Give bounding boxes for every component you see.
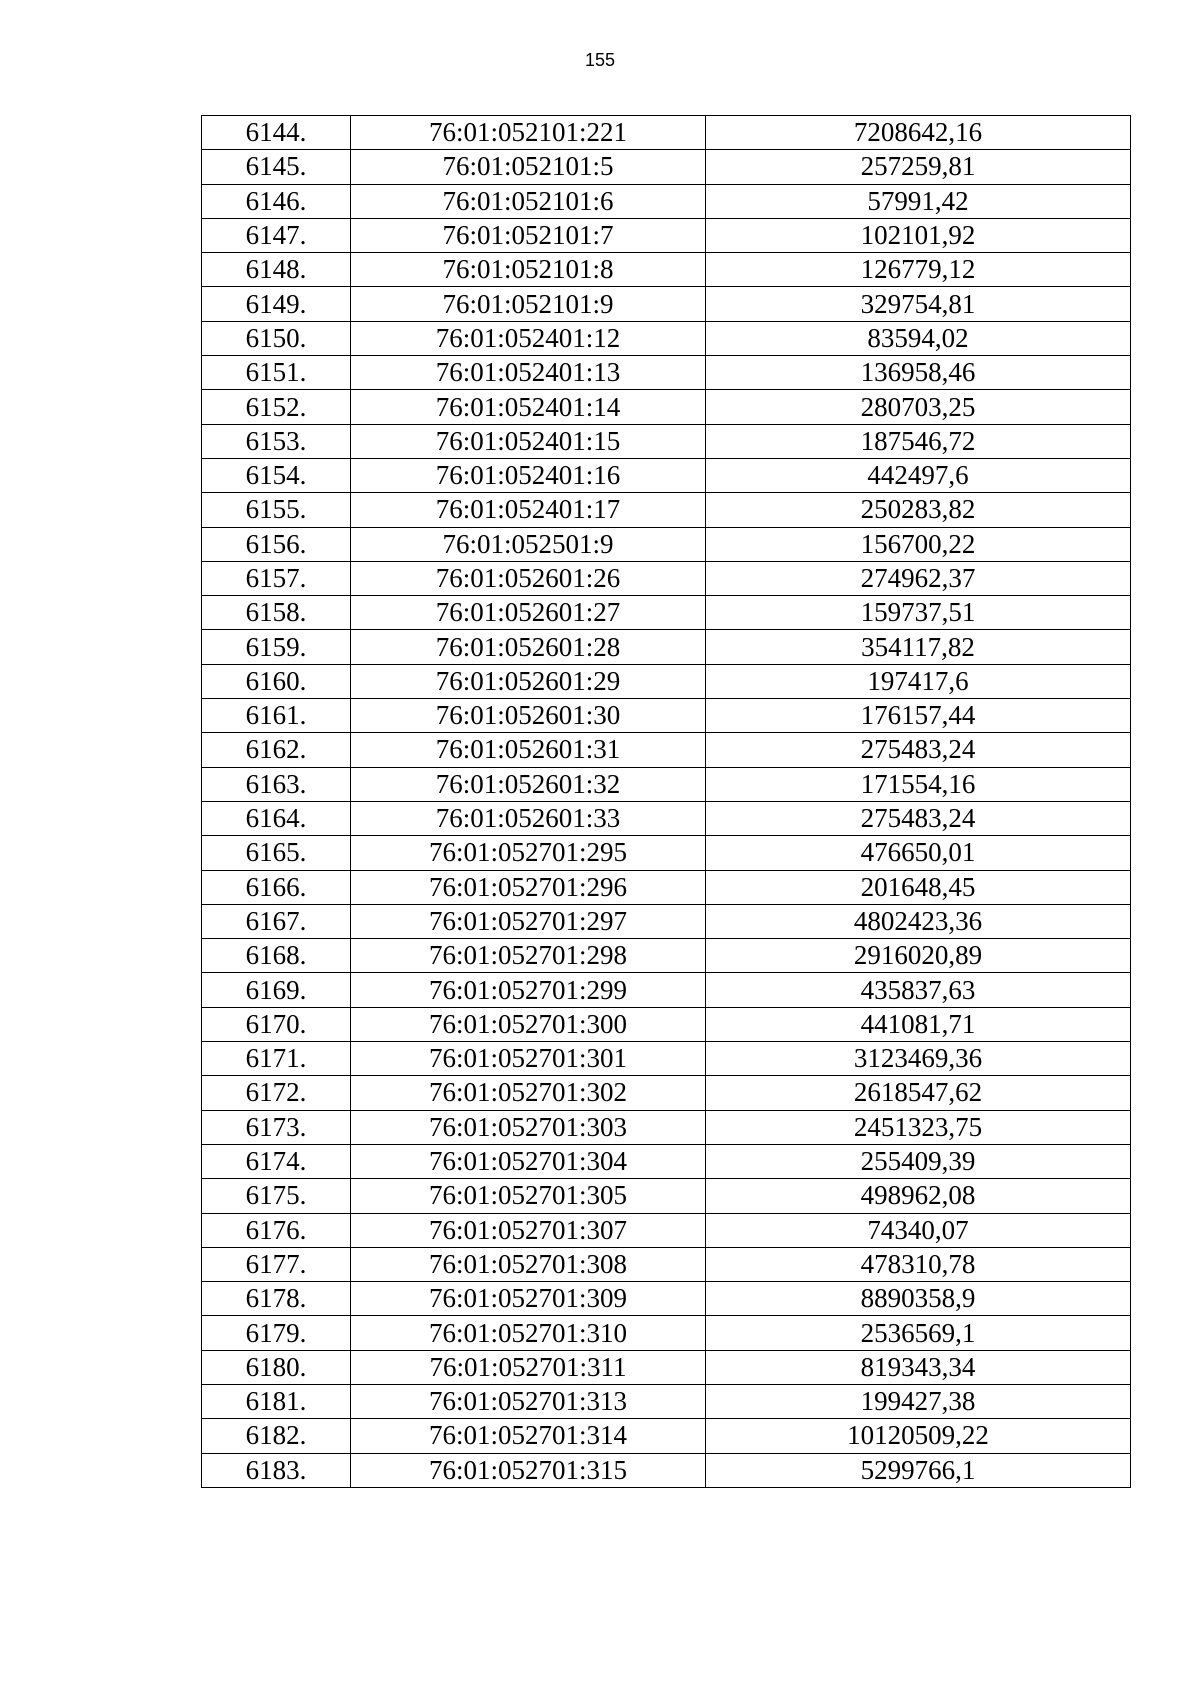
cadastral-number-cell: 76:01:052101:5 xyxy=(351,150,706,184)
table-row xyxy=(202,1247,1131,1281)
row-number-cell: 6156. xyxy=(202,527,351,561)
row-number-cell: 6148. xyxy=(202,253,351,287)
cadastral-number-cell: 76:01:052601:31 xyxy=(351,733,706,767)
cadastral-value-cell: 2618547,62 xyxy=(706,1076,1131,1110)
page-number: 155 xyxy=(584,50,616,70)
row-number-cell: 6154. xyxy=(202,458,351,492)
cadastral-number-cell: 76:01:052101:7 xyxy=(351,218,706,252)
table-row xyxy=(202,1350,1131,1384)
cadastral-value-cell: 136958,46 xyxy=(706,356,1131,390)
table-row xyxy=(202,1076,1131,1110)
cadastral-number-cell: 76:01:052701:301 xyxy=(351,1042,706,1076)
cadastral-value-cell: 176157,44 xyxy=(706,699,1131,733)
cadastral-value-cell: 187546,72 xyxy=(706,424,1131,458)
row-number-cell: 6170. xyxy=(202,1007,351,1041)
table-row xyxy=(202,1213,1131,1247)
cadastral-number-cell: 76:01:052101:9 xyxy=(351,287,706,321)
row-number-cell: 6161. xyxy=(202,699,351,733)
row-number-cell: 6159. xyxy=(202,630,351,664)
table-row xyxy=(202,184,1131,218)
cadastral-number-cell: 76:01:052701:310 xyxy=(351,1316,706,1350)
table-row xyxy=(202,1110,1131,1144)
cadastral-value-cell: 74340,07 xyxy=(706,1213,1131,1247)
row-number-cell: 6174. xyxy=(202,1144,351,1178)
cadastral-value-cell: 274962,37 xyxy=(706,561,1131,595)
row-number-cell: 6160. xyxy=(202,664,351,698)
table-row xyxy=(202,870,1131,904)
cadastral-number-cell: 76:01:052601:33 xyxy=(351,801,706,835)
row-number-cell: 6162. xyxy=(202,733,351,767)
cadastral-number-cell: 76:01:052701:314 xyxy=(351,1419,706,1453)
table-row xyxy=(202,458,1131,492)
table-row xyxy=(202,836,1131,870)
cadastral-number-cell: 76:01:052701:297 xyxy=(351,904,706,938)
table-row xyxy=(202,390,1131,424)
cadastral-value-cell: 156700,22 xyxy=(706,527,1131,561)
table-row xyxy=(202,1419,1131,1453)
cadastral-value-cell: 2536569,1 xyxy=(706,1316,1131,1350)
cadastral-value-cell: 498962,08 xyxy=(706,1179,1131,1213)
cadastral-value-cell: 57991,42 xyxy=(706,184,1131,218)
cadastral-value-cell: 10120509,22 xyxy=(706,1419,1131,1453)
cadastral-value-cell: 280703,25 xyxy=(706,390,1131,424)
table-row xyxy=(202,253,1131,287)
cadastral-value-cell: 819343,34 xyxy=(706,1350,1131,1384)
cadastral-number-cell: 76:01:052601:28 xyxy=(351,630,706,664)
table-row xyxy=(202,733,1131,767)
cadastral-number-cell: 76:01:052401:15 xyxy=(351,424,706,458)
row-number-cell: 6171. xyxy=(202,1042,351,1076)
cadastral-value-table xyxy=(201,115,1131,1488)
row-number-cell: 6175. xyxy=(202,1179,351,1213)
cadastral-number-cell: 76:01:052701:298 xyxy=(351,939,706,973)
cadastral-number-cell: 76:01:052701:296 xyxy=(351,870,706,904)
cadastral-value-cell: 257259,81 xyxy=(706,150,1131,184)
cadastral-number-cell: 76:01:052401:16 xyxy=(351,458,706,492)
table-row xyxy=(202,1144,1131,1178)
table-row xyxy=(202,116,1131,150)
row-number-cell: 6152. xyxy=(202,390,351,424)
table-row xyxy=(202,1384,1131,1418)
row-number-cell: 6182. xyxy=(202,1419,351,1453)
table-body xyxy=(202,116,1131,1488)
table-row xyxy=(202,1316,1131,1350)
table-row xyxy=(202,630,1131,664)
cadastral-number-cell: 76:01:052701:308 xyxy=(351,1247,706,1281)
cadastral-number-cell: 76:01:052601:26 xyxy=(351,561,706,595)
cadastral-number-cell: 76:01:052401:17 xyxy=(351,493,706,527)
row-number-cell: 6164. xyxy=(202,801,351,835)
cadastral-number-cell: 76:01:052701:305 xyxy=(351,1179,706,1213)
cadastral-number-cell: 76:01:052601:27 xyxy=(351,596,706,630)
cadastral-number-cell: 76:01:052701:307 xyxy=(351,1213,706,1247)
table-row xyxy=(202,1282,1131,1316)
row-number-cell: 6153. xyxy=(202,424,351,458)
cadastral-number-cell: 76:01:052101:6 xyxy=(351,184,706,218)
table-row xyxy=(202,150,1131,184)
cadastral-value-cell: 4802423,36 xyxy=(706,904,1131,938)
cadastral-value-cell: 102101,92 xyxy=(706,218,1131,252)
row-number-cell: 6181. xyxy=(202,1384,351,1418)
table-row xyxy=(202,287,1131,321)
table-row xyxy=(202,596,1131,630)
cadastral-value-cell: 126779,12 xyxy=(706,253,1131,287)
row-number-cell: 6147. xyxy=(202,218,351,252)
row-number-cell: 6177. xyxy=(202,1247,351,1281)
row-number-cell: 6163. xyxy=(202,767,351,801)
cadastral-number-cell: 76:01:052701:303 xyxy=(351,1110,706,1144)
table-row xyxy=(202,356,1131,390)
table-row xyxy=(202,699,1131,733)
cadastral-number-cell: 76:01:052601:30 xyxy=(351,699,706,733)
cadastral-value-cell: 275483,24 xyxy=(706,801,1131,835)
row-number-cell: 6165. xyxy=(202,836,351,870)
cadastral-value-cell: 250283,82 xyxy=(706,493,1131,527)
cadastral-number-cell: 76:01:052701:311 xyxy=(351,1350,706,1384)
row-number-cell: 6146. xyxy=(202,184,351,218)
cadastral-number-cell: 76:01:052401:13 xyxy=(351,356,706,390)
cadastral-number-cell: 76:01:052501:9 xyxy=(351,527,706,561)
cadastral-value-cell: 7208642,16 xyxy=(706,116,1131,150)
cadastral-number-cell: 76:01:052101:8 xyxy=(351,253,706,287)
row-number-cell: 6172. xyxy=(202,1076,351,1110)
table-row xyxy=(202,767,1131,801)
row-number-cell: 6157. xyxy=(202,561,351,595)
row-number-cell: 6145. xyxy=(202,150,351,184)
row-number-cell: 6167. xyxy=(202,904,351,938)
cadastral-value-cell: 2916020,89 xyxy=(706,939,1131,973)
table-row xyxy=(202,1042,1131,1076)
cadastral-value-cell: 442497,6 xyxy=(706,458,1131,492)
cadastral-value-cell: 83594,02 xyxy=(706,321,1131,355)
row-number-cell: 6149. xyxy=(202,287,351,321)
table-row xyxy=(202,939,1131,973)
cadastral-value-cell: 476650,01 xyxy=(706,836,1131,870)
row-number-cell: 6180. xyxy=(202,1350,351,1384)
cadastral-number-cell: 76:01:052701:295 xyxy=(351,836,706,870)
cadastral-number-cell: 76:01:052701:313 xyxy=(351,1384,706,1418)
row-number-cell: 6176. xyxy=(202,1213,351,1247)
row-number-cell: 6168. xyxy=(202,939,351,973)
cadastral-value-cell: 197417,6 xyxy=(706,664,1131,698)
cadastral-value-cell: 159737,51 xyxy=(706,596,1131,630)
cadastral-number-cell: 76:01:052701:309 xyxy=(351,1282,706,1316)
cadastral-value-cell: 329754,81 xyxy=(706,287,1131,321)
table-row xyxy=(202,1453,1131,1487)
cadastral-number-cell: 76:01:052401:12 xyxy=(351,321,706,355)
row-number-cell: 6155. xyxy=(202,493,351,527)
row-number-cell: 6166. xyxy=(202,870,351,904)
cadastral-number-cell: 76:01:052701:304 xyxy=(351,1144,706,1178)
row-number-cell: 6173. xyxy=(202,1110,351,1144)
row-number-cell: 6183. xyxy=(202,1453,351,1487)
cadastral-number-cell: 76:01:052701:299 xyxy=(351,973,706,1007)
cadastral-value-cell: 255409,39 xyxy=(706,1144,1131,1178)
row-number-cell: 6150. xyxy=(202,321,351,355)
table-row xyxy=(202,321,1131,355)
cadastral-value-cell: 354117,82 xyxy=(706,630,1131,664)
table-row xyxy=(202,493,1131,527)
cadastral-value-cell: 201648,45 xyxy=(706,870,1131,904)
cadastral-number-cell: 76:01:052401:14 xyxy=(351,390,706,424)
cadastral-value-cell: 8890358,9 xyxy=(706,1282,1131,1316)
cadastral-value-cell: 5299766,1 xyxy=(706,1453,1131,1487)
table-row xyxy=(202,1179,1131,1213)
row-number-cell: 6179. xyxy=(202,1316,351,1350)
cadastral-number-cell: 76:01:052701:300 xyxy=(351,1007,706,1041)
table-row xyxy=(202,527,1131,561)
cadastral-number-cell: 76:01:052601:32 xyxy=(351,767,706,801)
table-row xyxy=(202,1007,1131,1041)
row-number-cell: 6178. xyxy=(202,1282,351,1316)
cadastral-number-cell: 76:01:052701:315 xyxy=(351,1453,706,1487)
table-row xyxy=(202,904,1131,938)
table-row xyxy=(202,973,1131,1007)
cadastral-value-cell: 441081,71 xyxy=(706,1007,1131,1041)
cadastral-value-cell: 3123469,36 xyxy=(706,1042,1131,1076)
row-number-cell: 6151. xyxy=(202,356,351,390)
row-number-cell: 6144. xyxy=(202,116,351,150)
table-row xyxy=(202,664,1131,698)
cadastral-value-cell: 275483,24 xyxy=(706,733,1131,767)
cadastral-value-cell: 171554,16 xyxy=(706,767,1131,801)
row-number-cell: 6169. xyxy=(202,973,351,1007)
cadastral-number-cell: 76:01:052601:29 xyxy=(351,664,706,698)
table-row xyxy=(202,218,1131,252)
cadastral-value-cell: 435837,63 xyxy=(706,973,1131,1007)
row-number-cell: 6158. xyxy=(202,596,351,630)
table-row xyxy=(202,801,1131,835)
table-row xyxy=(202,424,1131,458)
cadastral-value-cell: 478310,78 xyxy=(706,1247,1131,1281)
cadastral-number-cell: 76:01:052701:302 xyxy=(351,1076,706,1110)
cadastral-value-cell: 199427,38 xyxy=(706,1384,1131,1418)
cadastral-number-cell: 76:01:052101:221 xyxy=(351,116,706,150)
table-row xyxy=(202,561,1131,595)
cadastral-value-cell: 2451323,75 xyxy=(706,1110,1131,1144)
